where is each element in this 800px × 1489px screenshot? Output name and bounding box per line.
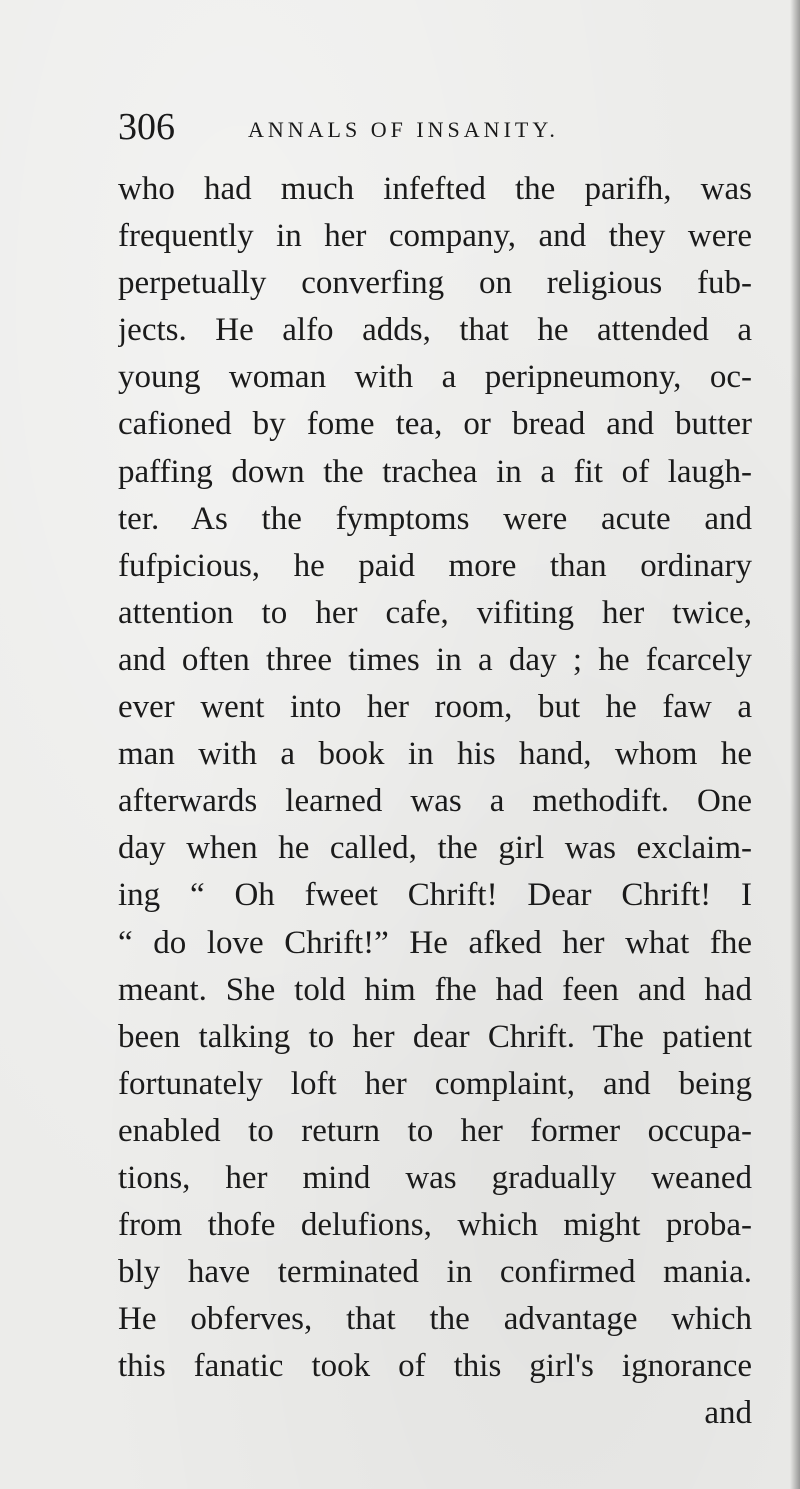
text-line: perpetually converfing on religious fub- [118,265,752,302]
page-number: 306 [118,106,175,148]
text-line: from thofe delufions, which might proba- [118,1207,752,1244]
text-line: frequently in her company, and they were [118,218,752,255]
text-line: enabled to return to her former occupa- [118,1112,752,1149]
text-line: man with a book in his hand, whom he [118,736,752,773]
text-line: young woman with a peripneumony, oc- [118,359,752,396]
text-line: afterwards learned was a methodift. One [118,783,752,820]
text-line: been talking to her dear Chrift. The patient [118,1018,752,1055]
text-line: jects. He alfo adds, that he attended a [118,312,752,349]
text-line: ever went into her room, but he faw a [118,689,752,726]
text-line: tions, her mind was gradually weaned [118,1159,752,1196]
text-line: who had much infefted the parifh, was [118,171,752,207]
page-edge-shadow [790,0,800,1489]
text-line: ing “ Oh fweet Chrift! Dear Chrift! I [118,877,752,914]
text-line: ter. As the fymptoms were acute and [118,500,752,537]
text-line: and often three times in a day ; he fcarcely [118,641,752,678]
text-line: attention to her cafe, vifiting her twice, [118,594,752,631]
text-line: “ do love Chrift!” He afked her what fhe [118,924,752,961]
page-header [118,104,758,150]
text-line: He obferves, that the advantage which [118,1301,752,1338]
running-head: ANNALS OF INSANITY. [248,117,559,142]
text-line: this fanatic took of this girl's ignorance [118,1348,752,1385]
text-line: day when he called, the girl was exclaim- [118,830,752,867]
text-line: meant. She told him fhe had feen and had [118,971,752,1008]
text-line: cafioned by fome tea, or bread and butter [118,406,752,443]
text-line: bly have terminated in confirmed mania. [118,1254,752,1291]
body-text [118,166,752,1438]
text-line: paffing down the trachea in a fit of laugh- [118,453,752,490]
text-line: fufpicious, he paid more than ordinary [118,547,752,584]
text-line: fortunately loft her complaint, and being [118,1065,752,1102]
catchword: and [704,1395,752,1432]
